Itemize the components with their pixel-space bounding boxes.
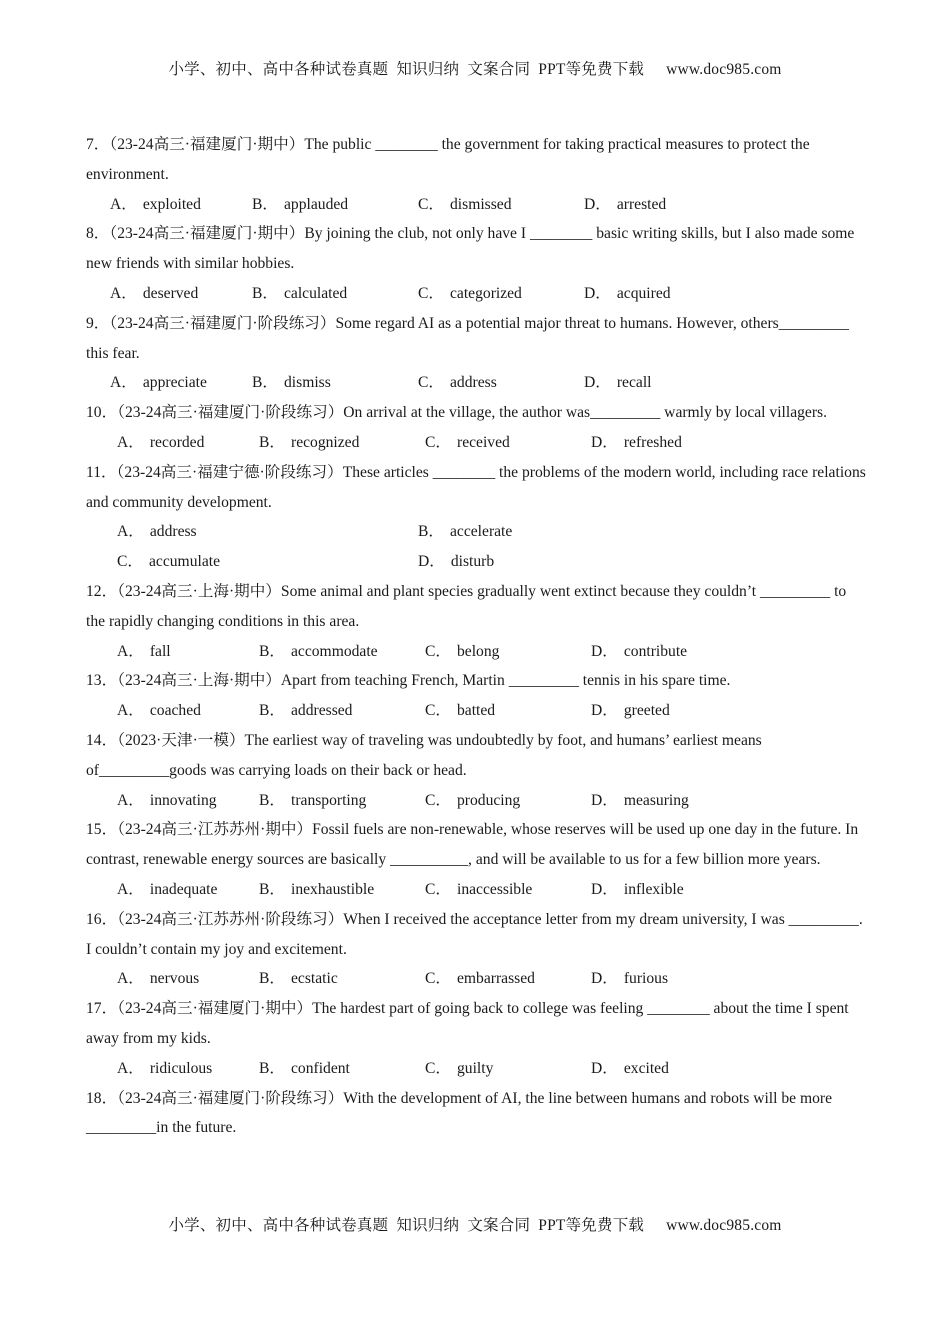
- question-text: With the development of AI, the line between humans and robots will be more _________in the future.: [86, 1089, 833, 1137]
- question-8: [86, 219, 866, 279]
- question-number: 17．: [86, 1000, 118, 1018]
- option-b[interactable]: B． ecstatic: [259, 970, 338, 988]
- option-d[interactable]: D． arrested: [584, 195, 667, 213]
- question-source: （23-24高三·福建宁德·阶段练习）: [116, 463, 343, 481]
- options-16: [86, 964, 866, 994]
- question-text: The hardest part of going back to college was feeling ________ about the time I spent away from my kids.: [86, 1000, 849, 1047]
- option-a[interactable]: A． appreciate: [110, 374, 207, 392]
- options-14: [86, 786, 866, 816]
- question-10: [86, 398, 866, 428]
- option-d[interactable]: D． measuring: [591, 791, 689, 809]
- option-d[interactable]: D． disturb: [418, 553, 495, 571]
- options-13: [86, 696, 866, 726]
- option-a[interactable]: A． exploited: [110, 195, 201, 213]
- option-d[interactable]: D． acquired: [584, 284, 671, 302]
- option-c[interactable]: C． dismissed: [418, 195, 512, 213]
- question-source: （23-24高三·福建厦门·阶段练习）: [117, 404, 344, 422]
- question-list: [86, 130, 866, 1143]
- question-source: （23-24高三·上海·期中）: [117, 582, 281, 600]
- option-b[interactable]: B． accelerate: [418, 523, 513, 541]
- option-b[interactable]: B． confident: [259, 1059, 350, 1077]
- header-text: 小学、初中、高中各种试卷真题 知识归纳 文案合同 PPT等免费下载: [168, 61, 645, 78]
- question-source: （23-24高三·上海·期中）: [117, 672, 281, 690]
- option-d[interactable]: D． greeted: [591, 702, 670, 720]
- option-c[interactable]: C． categorized: [418, 284, 522, 302]
- options-11: [86, 517, 866, 577]
- page-footer: [0, 1213, 950, 1235]
- option-b[interactable]: B． transporting: [259, 791, 367, 809]
- question-9: [86, 309, 866, 369]
- question-15: [86, 815, 866, 875]
- question-14: [86, 726, 866, 786]
- question-number: 16．: [86, 910, 118, 928]
- option-a[interactable]: A． fall: [117, 642, 171, 660]
- question-13: [86, 666, 866, 696]
- option-b[interactable]: B． dismiss: [252, 374, 331, 392]
- question-7: [86, 130, 866, 190]
- option-b[interactable]: B． recognized: [259, 433, 360, 451]
- option-a[interactable]: A． recorded: [117, 433, 205, 451]
- options-17: [86, 1054, 866, 1084]
- question-text: When I received the acceptance letter from my dream university, I was _________. I couldn’t contain my joy and excitement.: [86, 910, 863, 958]
- question-text: Apart from teaching French, Martin _________ tennis in his spare time.: [280, 672, 731, 690]
- question-text: By joining the club, not only have I ________ basic writing skills, but I also made some new friends with similar hobbies.: [86, 225, 855, 273]
- question-source: （23-24高三·江苏苏州·阶段练习）: [117, 910, 344, 928]
- question-number: 12．: [86, 582, 118, 600]
- question-source: （2023·天津·一模）: [117, 731, 245, 749]
- question-source: （23-24高三·福建厦门·阶段练习）: [109, 314, 336, 332]
- question-text: Some animal and plant species gradually went extinct because they couldn’t _________ to the rapidly changing conditions in this area.: [86, 582, 847, 630]
- option-d[interactable]: D． refreshed: [591, 433, 682, 451]
- question-source: （23-24高三·福建厦门·期中）: [109, 136, 305, 153]
- question-number: 8．: [86, 225, 110, 243]
- page-header: [0, 57, 950, 79]
- question-source: （23-24高三·福建厦门·期中）: [117, 1000, 313, 1018]
- option-a[interactable]: A． ridiculous: [117, 1059, 213, 1077]
- question-number: 10．: [86, 404, 118, 422]
- option-d[interactable]: D． inflexible: [591, 880, 684, 898]
- option-c[interactable]: C． guilty: [425, 1059, 494, 1077]
- option-b[interactable]: B． calculated: [252, 284, 348, 302]
- option-d[interactable]: D． furious: [591, 970, 669, 988]
- option-d[interactable]: D． excited: [591, 1059, 669, 1077]
- question-text: The earliest way of traveling was undoubtedly by foot, and humans’ earliest means of_________goods was carrying loads on their back or head.: [86, 731, 762, 779]
- options-10: [86, 428, 866, 458]
- question-11: [86, 458, 866, 518]
- options-15: [86, 875, 866, 905]
- option-a[interactable]: A． deserved: [110, 284, 199, 302]
- header-url[interactable]: www.doc985.com: [666, 61, 782, 78]
- footer-text: 小学、初中、高中各种试卷真题 知识归纳 文案合同 PPT等免费下载: [168, 1217, 645, 1234]
- option-d[interactable]: D． contribute: [591, 642, 688, 660]
- question-number: 18．: [86, 1089, 118, 1107]
- question-number: 14．: [86, 731, 118, 749]
- question-number: 9．: [86, 314, 110, 332]
- question-number: 11．: [86, 463, 117, 481]
- option-a[interactable]: A． nervous: [117, 970, 200, 988]
- option-c[interactable]: C． producing: [425, 791, 521, 809]
- question-number: 15．: [86, 821, 118, 839]
- question-text: Fossil fuels are non-renewable, whose reserves will be used up one day in the future. In contrast, renewable energy sources are basically __________, and will be available to us for a few billion more years.: [86, 821, 859, 869]
- question-text: The public ________ the government for taking practical measures to protect the environment.: [86, 136, 810, 183]
- option-b[interactable]: B． addressed: [259, 702, 353, 720]
- option-c[interactable]: C． received: [425, 433, 510, 451]
- option-a[interactable]: A． inadequate: [117, 880, 218, 898]
- option-c[interactable]: C． address: [418, 374, 497, 392]
- option-c[interactable]: C． inaccessible: [425, 880, 533, 898]
- question-text: These articles ________ the problems of the modern world, including race relations and community development.: [86, 463, 866, 511]
- option-b[interactable]: B． accommodate: [259, 642, 378, 660]
- option-c[interactable]: C． batted: [425, 702, 496, 720]
- option-d[interactable]: D． recall: [584, 374, 652, 392]
- question-text: On arrival at the village, the author was_________ warmly by local villagers.: [343, 404, 828, 422]
- option-a[interactable]: A． innovating: [117, 791, 217, 809]
- options-7: [86, 190, 866, 220]
- question-text: Some regard AI as a potential major threat to humans. However, others_________ this fear.: [86, 314, 849, 362]
- question-12: [86, 577, 866, 637]
- option-c[interactable]: C． belong: [425, 642, 500, 660]
- option-b[interactable]: B． inexhaustible: [259, 880, 375, 898]
- options-9: [86, 368, 866, 398]
- question-number: 13．: [86, 672, 118, 690]
- option-a[interactable]: A． coached: [117, 702, 201, 720]
- options-8: [86, 279, 866, 309]
- question-source: （23-24高三·江苏苏州·期中）: [117, 821, 313, 839]
- question-16: [86, 905, 866, 965]
- question-source: （23-24高三·福建厦门·阶段练习）: [117, 1089, 344, 1107]
- question-18: [86, 1084, 866, 1144]
- options-12: [86, 637, 866, 667]
- option-c[interactable]: C． embarrassed: [425, 970, 535, 988]
- option-a[interactable]: A． address: [117, 523, 197, 541]
- option-c[interactable]: C． accumulate: [117, 553, 220, 571]
- question-17: [86, 994, 866, 1054]
- option-b[interactable]: B． applauded: [252, 195, 349, 213]
- question-source: （23-24高三·福建厦门·期中）: [109, 225, 305, 243]
- question-number: 7．: [86, 136, 110, 153]
- footer-url[interactable]: www.doc985.com: [666, 1217, 782, 1234]
